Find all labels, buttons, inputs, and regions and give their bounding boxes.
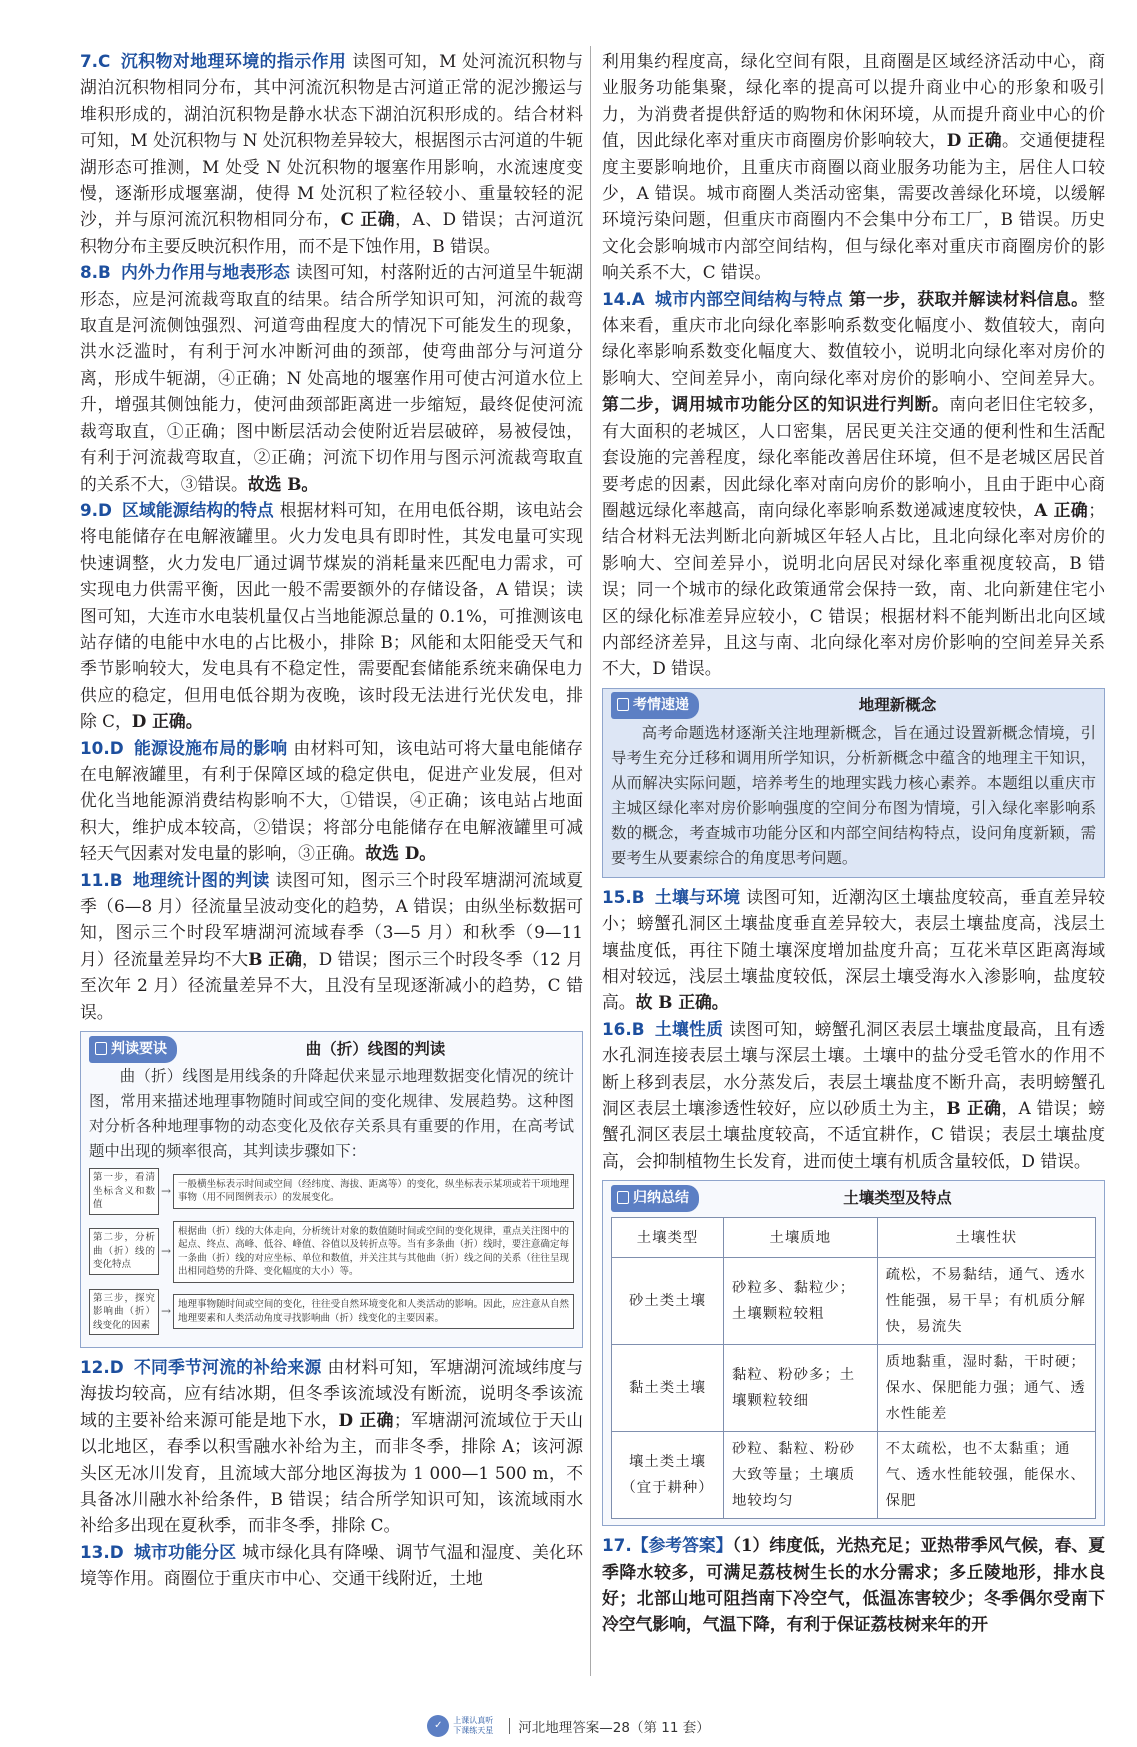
q-body: 由材料可知，军塘湖河流域纬度与海拔均较高，应有结冰期，但冬季该流域没有断流，说明冬季该流域的主要补给来源可能是地下水， — [80, 1357, 583, 1430]
step-desc: 一般横坐标表示时间或空间（经纬度、海拔、距离等）的变化，纵坐标表示某项或若干项地理事物（用不同图例表示）的发展变化。 — [173, 1174, 574, 1209]
answer-13 — [80, 1539, 583, 1592]
step-key: 第一步，看清坐标含义和数值 — [89, 1168, 159, 1215]
q-answer: 故选 B。 — [247, 473, 319, 494]
table-header: 土壤类型 — [612, 1218, 724, 1258]
q-number: 9.D — [80, 499, 112, 520]
q-body: 读图可知，M 处河流沉积物与湖泊沉积物相同分布，其中河流沉积物是古河道正常的泥沙搬运与堆积形成的，湖泊沉积物是静水状态下湖泊沉积形成的。结合材料可知，M 处沉积物与 N 处沉积物差异较大，根据图示古河道的牛轭湖形态可推测，M 处受 N 处沉积物的堰塞作用影响，水流速度变慢，逐渐形成堰塞湖，使得 M 处沉积了粒径较小、重量较轻的泥沙，并与原河流沉积物相同分布， — [80, 51, 583, 230]
q-tail: ，A 错误；螃蟹孔洞区表层土壤盐度较高，不适宜耕作，C 错误；表层土壤盐度高，会抑制植物生长发育，进而使土壤有机质含量较低，D 错误。 — [602, 1098, 1105, 1171]
step-desc: 地理事物随时间或空间的变化，往往受自然环境变化和人类活动的影响。因此，应注意从自然地理要素和人类活动角度寻找影响曲（折）线变化的主要因素。 — [173, 1294, 574, 1329]
tips-box-line-chart — [80, 1031, 583, 1348]
soil-type: 砂土类土壤 — [612, 1258, 724, 1345]
q-topic: 沉积物对地理环境的指示作用 — [120, 51, 347, 71]
q-number: 10.D — [80, 737, 124, 758]
footer-separator — [509, 1718, 510, 1734]
soil-type: 壤土类土壤（宜于耕种） — [612, 1432, 724, 1519]
q-number: 15.B — [602, 886, 645, 907]
q-number: 14.A — [602, 288, 645, 309]
q-topic: 城市内部空间结构与特点 — [654, 288, 843, 309]
soil-property: 疏松，不易黏结，通气、透水性能强，易干旱；有机质分解快，易流失 — [877, 1258, 1095, 1345]
left-column — [80, 48, 583, 1592]
q-body: 根据材料可知，在用电低谷期，该电站会将电能储存在电解液罐里。火力发电具有即时性，其发电量可实现快速调整，火力发电厂通过调节煤炭的消耗量来匹配电力需求，可实现电力供需平衡，因此一般不需要额外的存储设备，A 错误；读图可知，大连市水电装机量仅占当地能源总量的 0.1%，可推测该电站存储的电能中水电的占比极小，排除 B；风能和太阳能受天气和季节影响较大，发电具有不稳定性，需要配套储能系统来确保电力供应的稳定，但用电低谷期为夜晚，该时段无法进行光伏发电，排除 C， — [80, 499, 583, 732]
summary-box-soil — [602, 1180, 1105, 1526]
answer-13-continued — [602, 48, 1105, 286]
soil-table — [611, 1217, 1096, 1519]
q-tail: 。交通便捷程度主要影响地价，且重庆市商圈以商业服务功能为主，居住人口较少，A 错误。城市商圈人类活动密集，需要改善绿化环境，以缓解环境污染问题，但重庆市商圈内不会集中分布工厂，B 错误。历史文化会影响城市内部空间结构，但与绿化率对重庆市商圈房价的影响关系不大，C 错误。 — [602, 130, 1105, 283]
q-number: 11.B — [80, 869, 123, 890]
q-tail: ；军塘湖河流域位于天山以北地区，春季以积雪融水补给为主，而非冬季，排除 A；该河源头区无冰川发育，且流域大部分地区海拔为 1 000—1 500 m，不具备冰川融水补给条件，B 错误；结合所学知识可知，该流域雨水补给多出现在夏秋季，而非冬季，排除 C。 — [80, 1409, 583, 1536]
q-number: 12.D — [80, 1357, 124, 1378]
answer-7 — [80, 48, 583, 259]
answer-11 — [80, 867, 583, 1025]
soil-property: 质地黏重，湿时黏，干时硬；保水、保肥能力强；通气、透水性能差 — [877, 1345, 1095, 1432]
q-body: 读图可知，螃蟹孔洞区表层土壤盐度最高，且有透水孔洞连接表层土壤与深层土壤。土壤中的盐分受毛管水的作用不断上移到表层，水分蒸发后，表层土壤盐度不断升高，表明螃蟹孔洞区表层土壤渗透性较好，应以砂质土为主， — [602, 1018, 1105, 1118]
q-body: 读图可知，近潮沟区土壤盐度较高，垂直差异较小；螃蟹孔洞区土壤盐度垂直差异较大，表层土壤盐度高，浅层土壤盐度低，再往下随土壤深度增加盐度升高；互花米草区距离海域相对较远，浅层土壤盐度较低，深层土壤受海水入渗影响，盐度较高。 — [602, 886, 1105, 1013]
box-tag: 考情速递 — [611, 692, 699, 719]
soil-texture: 砂粒多、黏粒少；土壤颗粒较粗 — [724, 1258, 878, 1345]
q-body: （1）纬度低，光热充足；亚热带季风气候，春、夏季降水较多，可满足荔枝树生长的水分需求；多丘陵地形，排水良好；北部山地可阻挡南下冷空气，低温冻害较少；冬季偶尔受南下冷空气影响，气温下降，有利于保证荔枝树来年的开 — [602, 1535, 1105, 1635]
right-column — [602, 48, 1105, 1638]
step-2 — [89, 1221, 574, 1283]
page-footer — [0, 1711, 1137, 1741]
steps-flowchart — [89, 1168, 574, 1335]
q-answer: 故 B 正确。 — [635, 992, 729, 1013]
box-tag: 判读要诀 — [89, 1036, 177, 1063]
q-tail: ；结合材料无法判断北向新城区年轻人占比，且北向绿化率对房价的影响大、空间差异小，说明北向居民对绿化率重视度较高，B 错误；同一个城市的绿化政策通常会保持一致，南、北向新建住宅小区的绿化标准差异应较小，C 错误；根据材料不能判断出北向区域内部经济差异，且这与南、北向绿化率对房价影响的空间差异关系不大，D 错误。 — [602, 499, 1105, 679]
q-answer: 故选 D。 — [365, 843, 437, 864]
table-row — [612, 1345, 1096, 1432]
table-header-row — [612, 1218, 1096, 1258]
table-header: 土壤质地 — [724, 1218, 878, 1258]
answer-14 — [602, 286, 1105, 682]
box-title: 曲（折）线图的判读 — [305, 1039, 446, 1058]
logo-line-1: 上课认真听 — [453, 1716, 494, 1725]
step-desc: 根据曲（折）线的大体走向，分析统计对象的数值随时间或空间的变化规律，重点关注图中的起点、终点、高峰、低谷、峰值、谷值以及转折点等。当有多条曲（折）线时，要注意确定每一条曲（折）线的对应坐标、单位和数值，并关注其与其他曲（折）线之间的关系（往往呈现出相同趋势的升降、变化幅度的大小）等。 — [173, 1221, 574, 1283]
arrow-right-icon: → — [160, 1243, 172, 1258]
step-3 — [89, 1289, 574, 1336]
notebook-icon — [617, 698, 629, 711]
q-answer: B 正确 — [946, 1098, 1002, 1118]
q-topic: 土壤性质 — [654, 1018, 724, 1039]
table-row — [612, 1258, 1096, 1345]
q-body: 城市绿化具有降噪、调节气温和湿度、美化环境等作用。商圈位于重庆市中心、交通干线附近，土地 — [80, 1541, 583, 1589]
step-1 — [89, 1168, 574, 1215]
table-row — [612, 1432, 1096, 1519]
q-answer: D 正确。 — [131, 711, 203, 732]
box-title: 地理新概念 — [858, 696, 937, 715]
step-key: 第三步，探究影响曲（折）线变化的因素 — [89, 1289, 159, 1336]
q-body: 南向老旧住宅较多，有大面积的老城区，人口密集，居民更关注交通的便利性和生活配套设施的完善程度，绿化率能改善居住环境，但不是老城区居民首要考虑的因素，因此绿化率对南向房价的影响小，且由于距中心商圈越远绿化率越高，南向绿化率影响系数递减速度较快， — [602, 394, 1105, 520]
q-number: 17.【参考答案】 — [602, 1535, 733, 1556]
answer-10 — [80, 735, 583, 867]
q-answer: A 正确 — [1034, 499, 1089, 520]
q-body: 读图可知，村落附近的古河道呈牛轭湖形态，应是河流裁弯取直的结果。结合所学知识可知，河流的裁弯取直是河流侧蚀强烈、河道弯曲程度大的情况下可能发生的现象，洪水泛滥时，有利于河水冲断河曲的颈部，使弯曲部分与河道分离，形成牛轭湖，④正确；N 处高地的堰塞作用可使古河道水位上升，增强其侧蚀能力，使河曲颈部距离进一步缩短，最终促使河流裁弯取直，①正确；图中断层活动会使附近岩层破碎，易被侵蚀，有利于河流裁弯取直，②正确；河流下切作用与图示河流裁弯取直的关系不大，③错误。 — [80, 262, 583, 494]
answer-12 — [80, 1354, 583, 1539]
soil-type: 黏土类土壤 — [612, 1345, 724, 1432]
q-topic: 内外力作用与地表形态 — [120, 262, 290, 283]
q-number: 16.B — [602, 1018, 645, 1039]
q-tail: ，D 错误；图示三个时段冬季（12 月至次年 2 月）径流量差异不大，且没有呈现逐渐减小的趋势，C 错误。 — [80, 948, 583, 1022]
answer-9 — [80, 497, 583, 735]
box-tag: 归纳总结 — [611, 1185, 699, 1212]
q-body: 整体来看，重庆市北向绿化率影响系数变化幅度小、数值较大，南向绿化率影响系数变化幅度大、数值较小，说明北向绿化率对房价的影响大、空间差异小，南向绿化率对房价的影响小、空间差异大。 — [602, 288, 1105, 388]
q-number: 8.B — [80, 262, 111, 283]
q-answer: C 正确 — [340, 209, 396, 230]
table-header: 土壤性状 — [877, 1218, 1095, 1258]
q-topic: 能源设施布局的影响 — [133, 737, 288, 758]
publisher-logo — [427, 1715, 493, 1737]
answer-17 — [602, 1532, 1105, 1638]
q-answer: B 正确 — [248, 948, 302, 969]
soil-property: 不太疏松，也不太黏重；通气、透水性能较强，能保水、保肥 — [877, 1432, 1095, 1519]
q-number: 13.D — [80, 1541, 124, 1562]
q-step-1: 第一步，获取并解读材料信息。 — [848, 288, 1089, 309]
answer-15 — [602, 884, 1105, 1016]
q-topic: 地理统计图的判读 — [132, 869, 270, 890]
q-body: 利用集约程度高，绿化空间有限，且商圈是区域经济活动中心，商业服务功能集聚，绿化率的提高可以提升商业中心的形象和吸引力，为消费者提供舒适的购物和休闲环境，从而提升商业中心的价值，因此绿化率对重庆市商圈房价影响较大， — [602, 51, 1105, 151]
answer-8 — [80, 259, 583, 497]
soil-texture: 砂粒、黏粒、粉砂大致等量；土壤质地较均匀 — [724, 1432, 878, 1519]
step-key: 第二步，分析曲（折）线的变化特点 — [89, 1228, 159, 1275]
q-topic: 区域能源结构的特点 — [121, 499, 274, 520]
answer-16 — [602, 1016, 1105, 1174]
q-answer: D 正确 — [946, 130, 1003, 151]
arrow-right-icon: → — [160, 1183, 172, 1198]
notebook-icon — [95, 1042, 107, 1055]
q-topic: 不同季节河流的补给来源 — [133, 1357, 322, 1378]
q-step-2: 第二步，调用城市功能分区的知识进行判断。 — [602, 394, 950, 415]
box-body: 曲（折）线图是用线条的升降起伏来显示地理数据变化情况的统计图，常用来描述地理事物随时间或空间的变化规律、发展趋势。这种图对分析各种地理事物的动态变化及依存关系具有重要的作用，在高考试题中出现的频率很高，其判读步骤如下： — [89, 1067, 574, 1161]
logo-mark-icon: ✓ — [427, 1715, 449, 1737]
q-body: 由材料可知，该电站可将大量电能储存在电解液罐里，有利于保障区域的稳定供电，促进产业发展，但对优化当地能源消费结构影响不大，①错误，④正确；该电站占地面积大，维护成本较高，②错误；将部分电能储存在电解液罐里可减轻天气因素对发电量的影响，③正确。 — [80, 737, 583, 864]
logo-line-2: 下课练天星 — [453, 1726, 494, 1735]
q-topic: 土壤与环境 — [654, 886, 741, 907]
soil-texture: 黏粒、粉砂多；土壤颗粒较细 — [724, 1345, 878, 1432]
exam-trend-box — [602, 688, 1105, 878]
q-number: 7.C — [80, 51, 111, 71]
q-tail: ，A、D 错误；古河道沉积物分布主要反映沉积作用，而不是下蚀作用，B 错误。 — [80, 209, 583, 256]
page-number: 河北地理答案—28（第 11 套） — [518, 1720, 710, 1736]
box-body: 高考命题选材逐渐关注地理新概念，旨在通过设置新概念情境，引导考生充分迁移和调用所学知识，分析新概念中蕴含的地理主干知识，从而解决实际问题，培养考生的地理实践力核心素养。本题组以重庆市主城区绿化率对房价影响强度的空间分布图为情境，引入绿化率影响系数的概念，考查城市功能分区和内部空间结构特点，设问角度新颖，需要考生从要素综合的角度思考问题。 — [611, 723, 1096, 867]
q-topic: 城市功能分区 — [133, 1541, 237, 1562]
arrow-right-icon: → — [160, 1304, 172, 1319]
notebook-icon — [617, 1191, 629, 1204]
q-answer: D 正确 — [338, 1409, 394, 1430]
column-divider — [590, 46, 591, 1676]
q-body: 读图可知，图示三个时段军塘湖河流域夏季（6—8 月）径流量呈波动变化的趋势，A 错误；由纵坐标数据可知，图示三个时段军塘湖河流域春季（3—5 月）和秋季（9—11 月）径流量差异均不大 — [80, 869, 583, 969]
box-title: 土壤类型及特点 — [843, 1188, 952, 1207]
